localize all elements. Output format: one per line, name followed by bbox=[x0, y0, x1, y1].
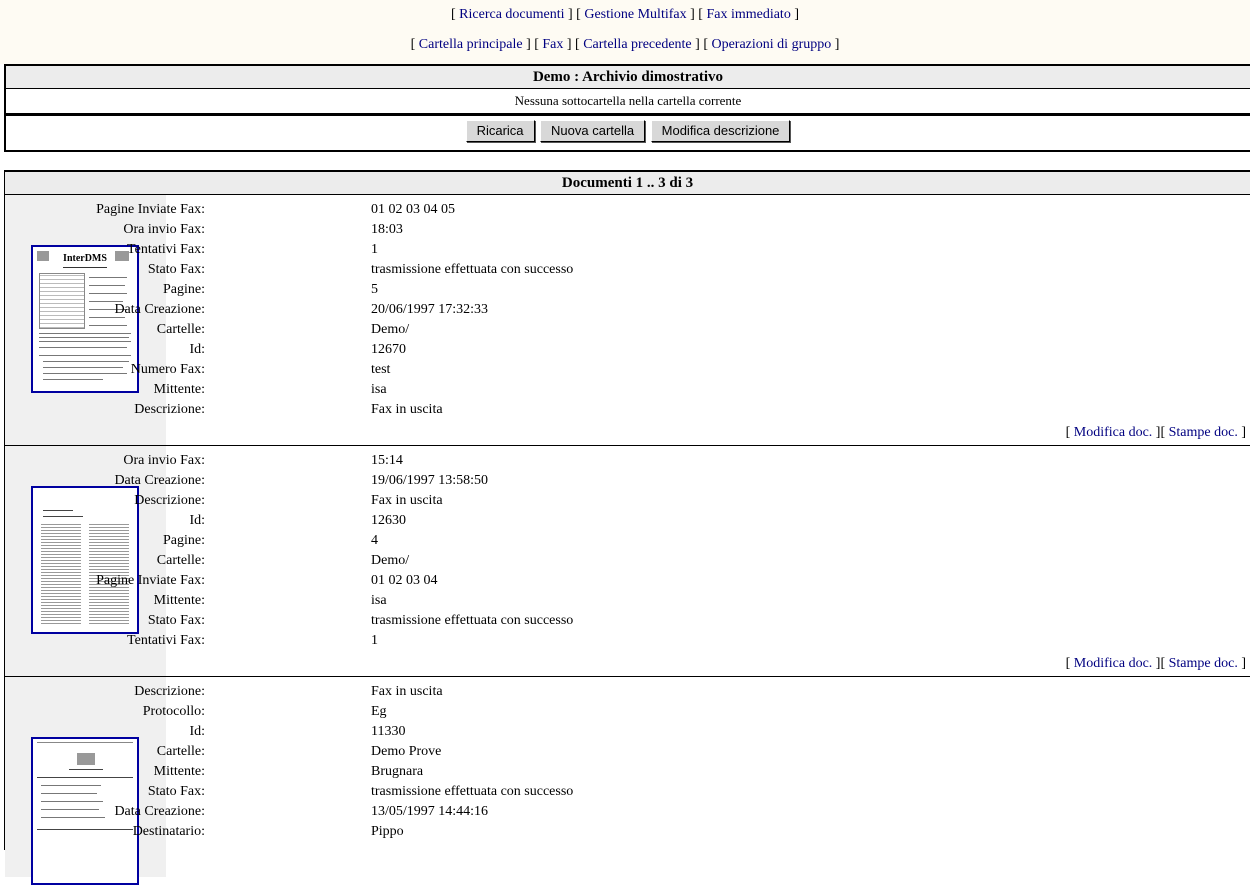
property-row: Stato Fax: trasmissione effettuata con successo bbox=[147, 613, 574, 628]
document-actions: [ Modifica doc. ][ Stampe doc. ] bbox=[1065, 656, 1246, 671]
nav-link-fax[interactable]: Fax bbox=[542, 37, 564, 52]
modifica-descrizione-button[interactable]: Modifica descrizione bbox=[651, 120, 791, 142]
nuova-cartella-button[interactable]: Nuova cartella bbox=[540, 120, 645, 142]
document-actions: [ Modifica doc. ][ Stampe doc. ] bbox=[1065, 425, 1246, 440]
property-row: Mittente: isa bbox=[153, 382, 387, 397]
folder-subtitle: Nessuna sottocartella nella cartella corrente bbox=[6, 89, 1250, 116]
property-row: Data Creazione: 13/05/1997 14:44:16 bbox=[114, 804, 489, 819]
property-row: Descrizione: Fax in uscita bbox=[134, 493, 443, 508]
property-row: Numero Fax: test bbox=[130, 362, 391, 377]
nav-link-ricerca-documenti[interactable]: Ricerca documenti bbox=[459, 7, 565, 22]
document-properties bbox=[96, 195, 1250, 420]
property-row: Id: 12670 bbox=[189, 342, 406, 357]
nav-link-cartella-precedente[interactable]: Cartella precedente bbox=[583, 37, 692, 52]
property-row: Cartelle: Demo/ bbox=[156, 553, 410, 568]
property-row: Ora invio Fax: 15:14 bbox=[123, 453, 403, 468]
folder-panel bbox=[4, 64, 1250, 152]
property-row: Mittente: Brugnara bbox=[153, 764, 424, 779]
stampe-doc-link[interactable]: Stampe doc. bbox=[1168, 656, 1238, 671]
property-row: Data Creazione: 19/06/1997 13:58:50 bbox=[114, 473, 489, 488]
document-row bbox=[5, 446, 1250, 677]
property-row: Cartelle: Demo/ bbox=[156, 322, 410, 337]
documents-panel bbox=[4, 170, 1250, 850]
property-row: Id: 12630 bbox=[189, 513, 406, 528]
property-row: Pagine Inviate Fax: 01 02 03 04 bbox=[96, 573, 438, 588]
nav-row-secondary: [ Cartella principale ] [ Fax ] [ Cartella precedente ] [ Operazioni di gruppo ] bbox=[410, 37, 840, 52]
property-row: Destinatario: Pippo bbox=[132, 824, 404, 839]
document-properties bbox=[114, 677, 1250, 842]
property-row: Descrizione: Fax in uscita bbox=[134, 684, 443, 699]
property-row: Pagine: 5 bbox=[163, 282, 378, 297]
nav-link-fax-immediato[interactable]: Fax immediato bbox=[706, 7, 791, 22]
property-row: Descrizione: Fax in uscita bbox=[134, 402, 443, 417]
document-properties bbox=[96, 446, 1250, 651]
property-row: Mittente: isa bbox=[153, 593, 387, 608]
thumbnail-title: InterDMS bbox=[63, 253, 107, 264]
property-row: Stato Fax: trasmissione effettuata con successo bbox=[147, 262, 574, 277]
stampe-doc-link[interactable]: Stampe doc. bbox=[1168, 425, 1238, 440]
document-row bbox=[5, 677, 1250, 877]
property-row: Tentativi Fax: 1 bbox=[127, 242, 378, 257]
nav-link-operazioni-di-gruppo[interactable]: Operazioni di gruppo bbox=[711, 37, 832, 52]
property-row: Protocollo: Eg bbox=[142, 704, 387, 719]
property-row: Id: 11330 bbox=[189, 724, 406, 739]
property-row: Pagine Inviate Fax: 01 02 03 04 05 bbox=[96, 202, 455, 217]
property-row: Cartelle: Demo Prove bbox=[156, 744, 442, 759]
ricarica-button[interactable]: Ricarica bbox=[466, 120, 535, 142]
property-row: Data Creazione: 20/06/1997 17:32:33 bbox=[114, 302, 489, 317]
modifica-doc-link[interactable]: Modifica doc. bbox=[1073, 656, 1153, 671]
document-row bbox=[5, 195, 1250, 446]
nav-link-gestione-multifax[interactable]: Gestione Multifax bbox=[584, 7, 687, 22]
documents-header: Documenti 1 .. 3 di 3 bbox=[5, 171, 1250, 195]
property-row: Stato Fax: trasmissione effettuata con successo bbox=[147, 784, 574, 799]
modifica-doc-link[interactable]: Modifica doc. bbox=[1073, 425, 1153, 440]
document-thumbnail[interactable] bbox=[31, 486, 139, 634]
property-row: Tentativi Fax: 1 bbox=[127, 633, 378, 648]
nav-row-primary: [ Ricerca documenti ] [ Gestione Multifax ] [ Fax immediato ] bbox=[451, 7, 799, 22]
property-row: Ora invio Fax: 18:03 bbox=[123, 222, 403, 237]
top-navigation bbox=[0, 0, 1250, 64]
folder-title: Demo : Archivio dimostrativo bbox=[6, 66, 1250, 89]
folder-button-row bbox=[6, 116, 1250, 142]
nav-link-cartella-principale[interactable]: Cartella principale bbox=[418, 37, 523, 52]
property-row: Pagine: 4 bbox=[163, 533, 378, 548]
